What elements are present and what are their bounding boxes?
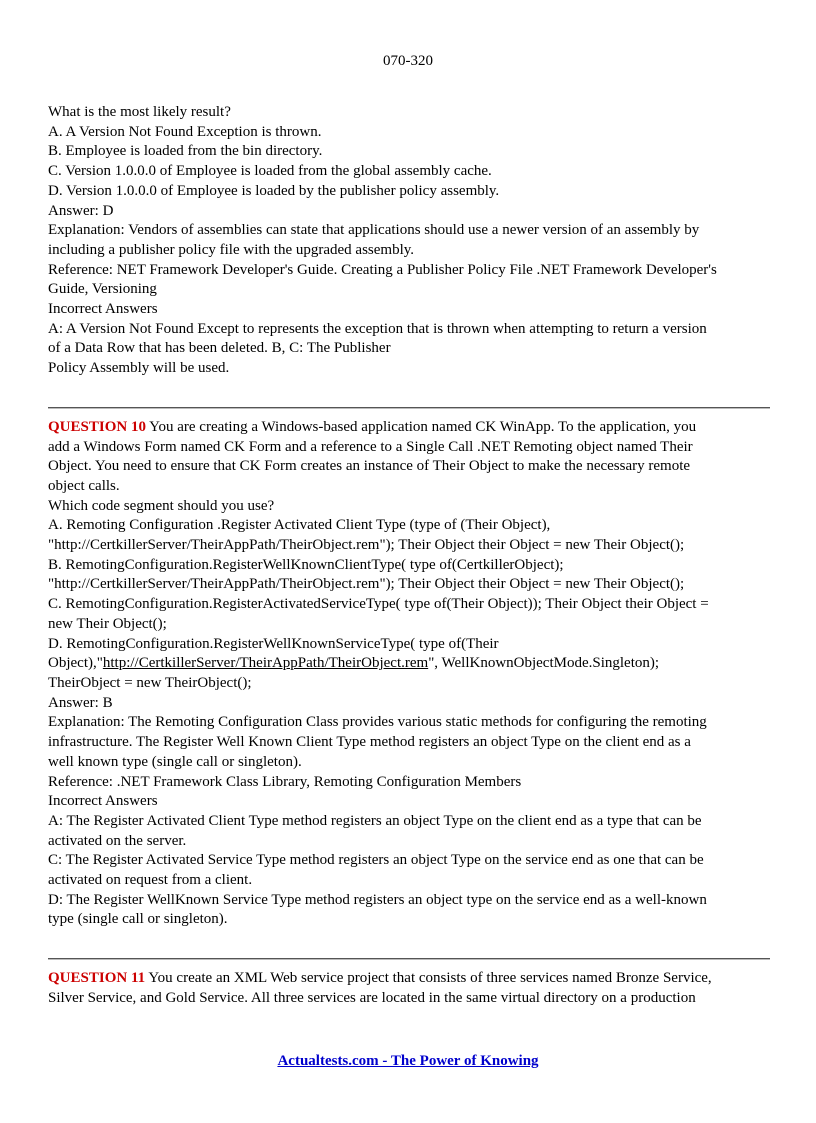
incorrect-line: A: A Version Not Found Except to represents the exception that is thrown when attempting to return a version [48, 320, 707, 337]
page-content [48, 103, 770, 1009]
footer-link[interactable]: Actualtests.com - The Power of Knowing [277, 1053, 539, 1069]
explanation-line: Explanation: The Remoting Configuration Class provides various static methods for configuring the remoting [48, 714, 707, 731]
explanation-line: Explanation: Vendors of assemblies can state that applications should use a newer version of an assembly by [48, 222, 700, 239]
reference-line: Reference: NET Framework Developer's Guide. Creating a Publisher Policy File .NET Framework Developer's [48, 261, 717, 278]
incorrect-line: C: The Register Activated Service Type method registers an object Type on the service end as one that can be [48, 852, 704, 869]
option-b: "http://CertkillerServer/TheirAppPath/TheirObject.rem"); Their Object their Object = new Their Object(); [48, 576, 685, 593]
incorrect-line: activated on the server. [48, 832, 187, 849]
option-c: C. RemotingConfiguration.RegisterActivatedServiceType( type of(Their Object)); Their Object their Object = [48, 596, 709, 613]
question-10-intro [48, 418, 770, 438]
option-a: A. A Version Not Found Exception is thrown. [48, 123, 322, 140]
question-text: What is the most likely result? [48, 104, 231, 120]
question-text: You are creating a Windows-based application named CK WinApp. To the application, you [149, 418, 697, 435]
incorrect-line: activated on request from a client. [48, 872, 253, 889]
question-prompt: Which code segment should you use? [48, 497, 275, 514]
incorrect-line: A: The Register Activated Client Type method registers an object Type on the client end as a type that can be [48, 812, 702, 829]
service-url-link[interactable]: http://CertkillerServer/TheirAppPath/TheirObject.rem [102, 655, 429, 672]
question-text: object calls. [48, 477, 120, 494]
question-number: 10 [130, 418, 146, 435]
question-text: Object. You need to ensure that CK Form creates an instance of Their Object to make the necessary remote [48, 458, 691, 475]
question-number: 11 [130, 970, 146, 987]
option-b: B. RemotingConfiguration.RegisterWellKnownClientType( type of(CertkillerObject); [48, 556, 564, 573]
question-text: You create an XML Web service project that consists of three services named Bronze Service, [148, 970, 712, 987]
question-11-intro [48, 969, 770, 989]
incorrect-answers-heading: Incorrect Answers [48, 793, 158, 810]
incorrect-line: Policy Assembly will be used. [48, 360, 230, 377]
explanation-line: well known type (single call or singleton). [48, 753, 302, 770]
incorrect-answers-heading: Incorrect Answers [48, 301, 158, 318]
option-d: D. RemotingConfiguration.RegisterWellKnownServiceType( type of(Their [48, 635, 499, 652]
option-b: B. Employee is loaded from the bin directory. [48, 143, 323, 160]
option-d [48, 654, 770, 674]
option-c: C. Version 1.0.0.0 of Employee is loaded from the global assembly cache. [48, 163, 492, 180]
reference-line: Guide, Versioning [48, 281, 157, 298]
option-d-text: Object)," [48, 655, 103, 672]
question-label: QUESTION [48, 970, 128, 987]
question-text: Silver Service, and Gold Service. All three services are located in the same virtual directory on a production [48, 989, 696, 1006]
answer: Answer: D [48, 202, 114, 219]
page-header: 070-320 [383, 53, 433, 69]
option-d: D. Version 1.0.0.0 of Employee is loaded by the publisher policy assembly. [48, 182, 500, 199]
option-c: new Their Object(); [48, 615, 167, 632]
explanation-line: infrastructure. The Register Well Known Client Type method registers an object Type on the client end as a [48, 734, 691, 751]
option-d-text: ", WellKnownObjectMode.Singleton); [428, 655, 660, 672]
incorrect-line: type (single call or singleton). [48, 911, 228, 928]
question-text: add a Windows Form named CK Form and a reference to a Single Call .NET Remoting object named Their [48, 438, 693, 455]
option-d: TheirObject = new TheirObject(); [48, 674, 252, 691]
page-footer [0, 1053, 816, 1070]
option-a: A. Remoting Configuration .Register Activated Client Type (type of (Their Object), [48, 517, 551, 534]
explanation-line: including a publisher policy file with the upgraded assembly. [48, 241, 415, 258]
answer: Answer: B [48, 694, 113, 711]
question-label: QUESTION [48, 418, 128, 435]
option-a: "http://CertkillerServer/TheirAppPath/TheirObject.rem"); Their Object their Object = new Their Object(); [48, 537, 685, 554]
incorrect-line: D: The Register WellKnown Service Type method registers an object type on the service end as a well-known [48, 891, 707, 908]
incorrect-line: of a Data Row that has been deleted. B, C: The Publisher [48, 340, 391, 357]
reference-line: Reference: .NET Framework Class Library, Remoting Configuration Members [48, 773, 522, 790]
